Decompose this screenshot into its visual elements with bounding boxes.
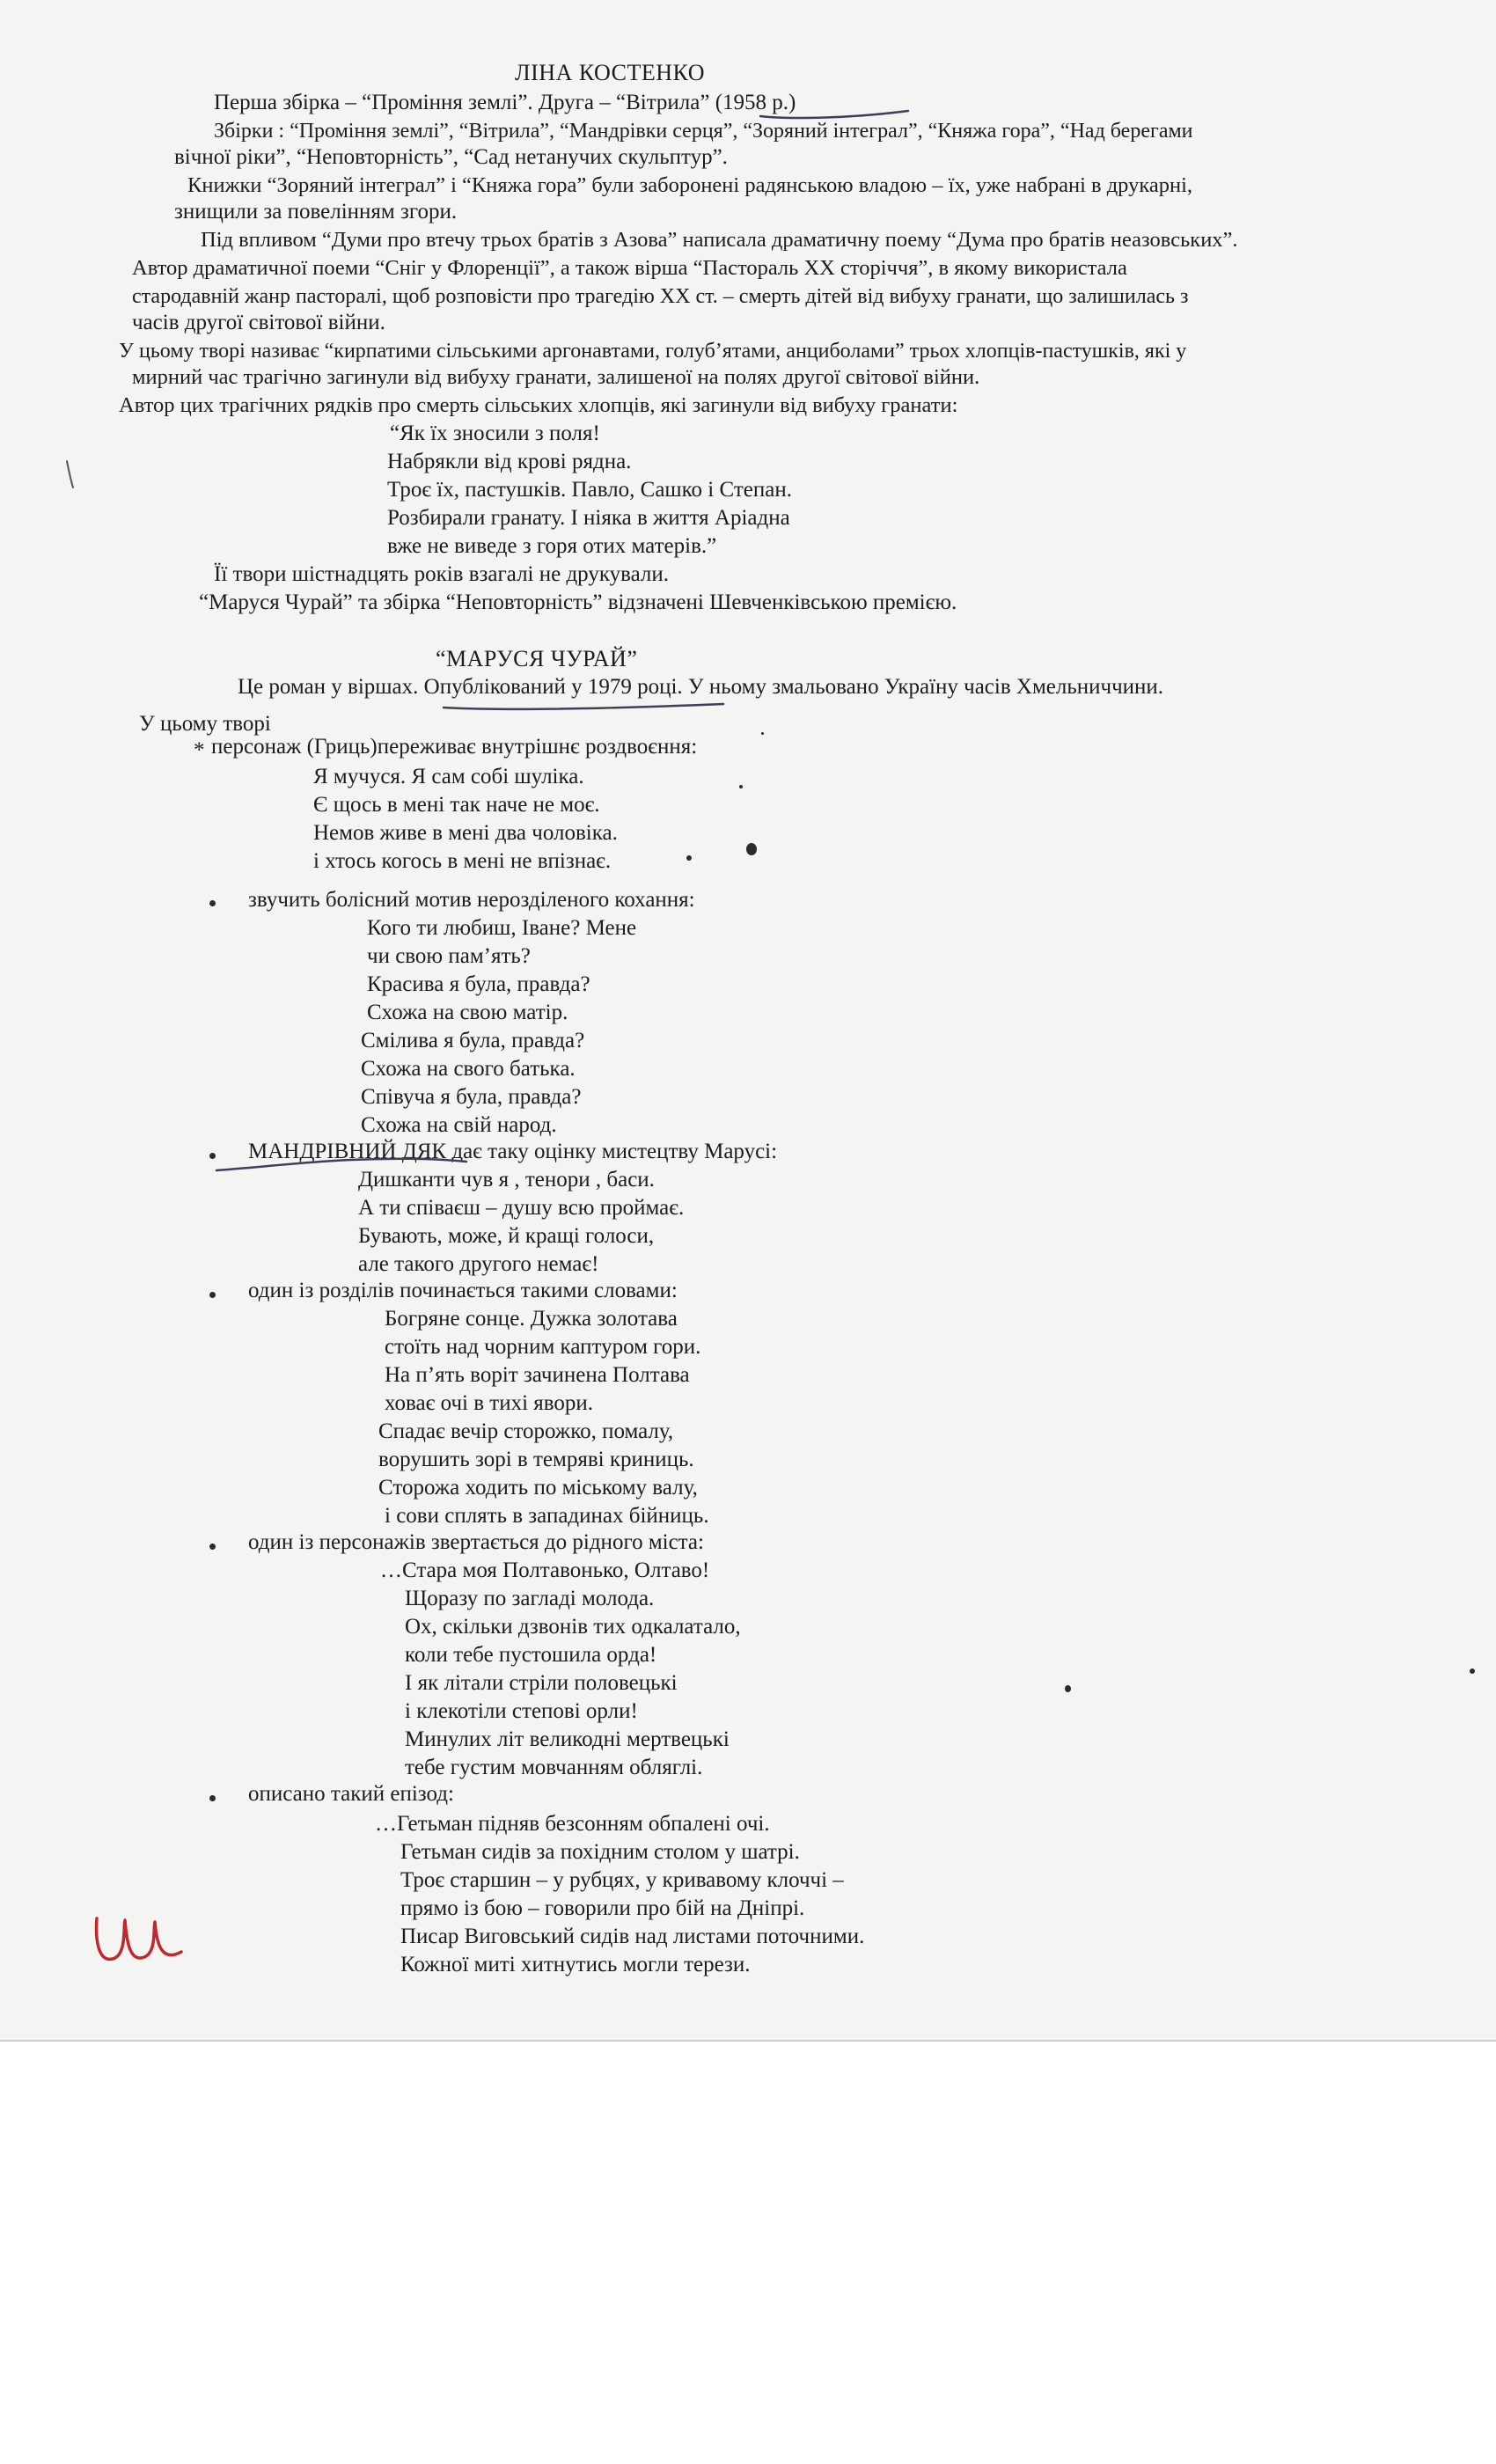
verse-line: Кого ти любиш, Іване? Мене: [367, 916, 637, 940]
ink-speck: [1065, 1685, 1071, 1692]
section-intro: Це роман у віршах. Опублікований у 1979 році. У ньому змальовано Україну часів Хмельниччини.: [238, 675, 1164, 699]
verse-line: коли тебе пустошила орда!: [405, 1643, 657, 1667]
verse-line: Гетьман сидів за похідним столом у шатрі.: [400, 1840, 800, 1864]
poem-line: вже не виведе з горя отих матерів.”: [387, 534, 717, 558]
verse-line: тебе густим мовчанням обляглі.: [405, 1756, 703, 1779]
header-line: Перша збірка – “Проміння землі”. Друга – “Вітрила” (1958 р.): [214, 91, 796, 114]
poem-line: Набрякли від крові рядна.: [387, 450, 632, 473]
point-lead: один із розділів починається такими словами:: [248, 1279, 678, 1302]
poem-line: Розбирали гранату. І ніяка в життя Аріадна: [387, 506, 790, 530]
ink-speck: [1470, 1668, 1475, 1674]
bullet-dot: [209, 1795, 216, 1801]
header-line: часів другої світової війни.: [132, 311, 385, 334]
verse-line: Є щось в мені так наче не моє.: [313, 793, 600, 817]
point-lead: персонаж (Гриць)переживає внутрішнє роздвоєння:: [211, 735, 698, 759]
ink-speck: [739, 785, 743, 788]
header-line: У цьому творі називає “кирпатими сільськими аргонавтами, голуб’ятами, анциболами” трьох хлопців-пастушків, які у: [119, 340, 1187, 363]
red-margin-initials: [88, 1901, 194, 1980]
header-line: знищили за повелінням згори.: [174, 200, 458, 224]
verse-line: Богряне сонце. Дужка золотава: [385, 1307, 678, 1331]
verse-line: і клекотіли степові орли!: [405, 1699, 638, 1723]
ink-speck: [746, 843, 757, 855]
verse-line: Кожної миті хитнутись могли терези.: [400, 1953, 751, 1976]
ink-speck: [761, 732, 764, 735]
verse-line: Минулих літ великодні мертвецькі: [405, 1727, 730, 1751]
verse-line: але такого другого немає!: [358, 1252, 599, 1276]
header-line: Збірки : “Проміння землі”, “Вітрила”, “Мандрівки серця”, “Зоряний інтеграл”, “Княжа гора”, “Над берегами: [214, 120, 1193, 143]
verse-line: Ох, скільки дзвонів тих одкалатало,: [405, 1615, 741, 1639]
bullet-dot: [209, 900, 216, 906]
poem-line: Троє їх, пастушків. Павло, Сашко і Степан.: [387, 478, 792, 502]
verse-line: ховає очі в тихі явори.: [385, 1391, 594, 1415]
verse-line: ворушить зорі в темряві криниць.: [378, 1448, 694, 1471]
ink-speck: [686, 855, 692, 861]
header-line: Книжки “Зоряний інтеграл” і “Княжа гора” були заборонені радянською владою – їх, уже набрані в друкарні,: [187, 173, 1193, 197]
header-line: Під впливом “Думи про втечу трьох братів з Азова” написала драматичну поему “Дума про братів неазовських”.: [201, 228, 1238, 252]
verse-line: Троє старшин – у рубцях, у кривавому клоччі –: [400, 1868, 844, 1892]
verse-line: і хтось когось в мені не впізнає.: [313, 849, 612, 873]
verse-line: Я мучуся. Я сам собі шуліка.: [313, 765, 584, 788]
verse-line: На п’ять воріт зачинена Полтава: [385, 1363, 690, 1387]
verse-line: і сови сплять в западинах бійниць.: [385, 1504, 709, 1528]
verse-line: Щоразу по загладі молода.: [405, 1587, 655, 1610]
verse-line: Схожа на свій народ.: [361, 1113, 557, 1137]
verse-line: Писар Виговський сидів над листами поточними.: [400, 1925, 865, 1948]
point-lead: описано такий епізод:: [248, 1782, 454, 1806]
verse-line: прямо із бою – говорили про бій на Дніпрі.: [400, 1896, 805, 1920]
pen-tick-mark: [62, 458, 79, 493]
section-intro: У цьому творі: [139, 712, 271, 736]
verse-line: …Стара моя Полтавонько, Олтаво!: [380, 1558, 710, 1582]
section-title: “МАРУСЯ ЧУРАЙ”: [436, 646, 638, 671]
verse-line: Спадає вечір сторожко, помалу,: [378, 1419, 674, 1443]
bullet-dot: [209, 1544, 216, 1550]
verse-line: Дишканти чув я , тенори , баси.: [358, 1168, 655, 1192]
verse-line: чи свою пам’ять?: [367, 944, 531, 968]
verse-line: Смілива я була, правда?: [361, 1029, 585, 1052]
poem-line: “Як їх зносили з поля!: [390, 422, 600, 445]
point-marker: *: [194, 738, 205, 762]
verse-line: Бувають, може, й кращі голоси,: [358, 1224, 655, 1248]
bullet-dot: [209, 1292, 216, 1298]
verse-line: А ти співаєш – душу всю проймає.: [358, 1196, 685, 1220]
verse-line: Сторожа ходить по міському валу,: [378, 1476, 698, 1500]
header-line: мирний час трагічно загинули від вибуху гранати, залишеної на полях другої світової війни.: [132, 365, 980, 389]
verse-line: І як літали стріли половецькі: [405, 1671, 678, 1695]
header-line: Автор драматичної поеми “Сніг у Флоренції”, а також вірша “Пастораль XX сторіччя”, в якому використала: [132, 256, 1127, 280]
verse-line: Співуча я була, правда?: [361, 1085, 582, 1109]
bullet-dot: [209, 1153, 216, 1159]
point-lead: МАНДРІВНИЙ ДЯК дає таку оцінку мистецтву Марусі:: [248, 1140, 778, 1163]
verse-line: Схожа на свою матір.: [367, 1001, 568, 1024]
point-lead: один із персонажів звертається до рідного міста:: [248, 1530, 704, 1554]
header-line: Автор цих трагічних рядків про смерть сільських хлопців, які загинули від вибуху гранати:: [119, 393, 958, 417]
after-poem-line: “Маруся Чурай” та збірка “Неповторність” відзначені Шевченківською премією.: [199, 590, 957, 614]
header-line: стародавній жанр пасторалі, щоб розповісти про трагедію XX ст. – смерть дітей від вибуху гранати, що залишилась з: [132, 285, 1189, 308]
verse-line: Схожа на свого батька.: [361, 1057, 576, 1081]
after-poem-line: Її твори шістнадцять років взагалі не друкували.: [214, 562, 670, 586]
verse-line: Немов живе в мені два чоловіка.: [313, 821, 618, 845]
verse-line: Красива я була, правда?: [367, 972, 590, 996]
header-line: вічної ріки”, “Неповторність”, “Сад нетанучих скульптур”.: [174, 145, 728, 169]
doc-title: ЛІНА КОСТЕНКО: [515, 60, 705, 85]
verse-line: …Гетьман підняв безсонням обпалені очі.: [375, 1812, 770, 1836]
point-lead: звучить болісний мотив нерозділеного кохання:: [248, 888, 695, 912]
verse-line: стоїть над чорним каптуром гори.: [385, 1335, 701, 1359]
